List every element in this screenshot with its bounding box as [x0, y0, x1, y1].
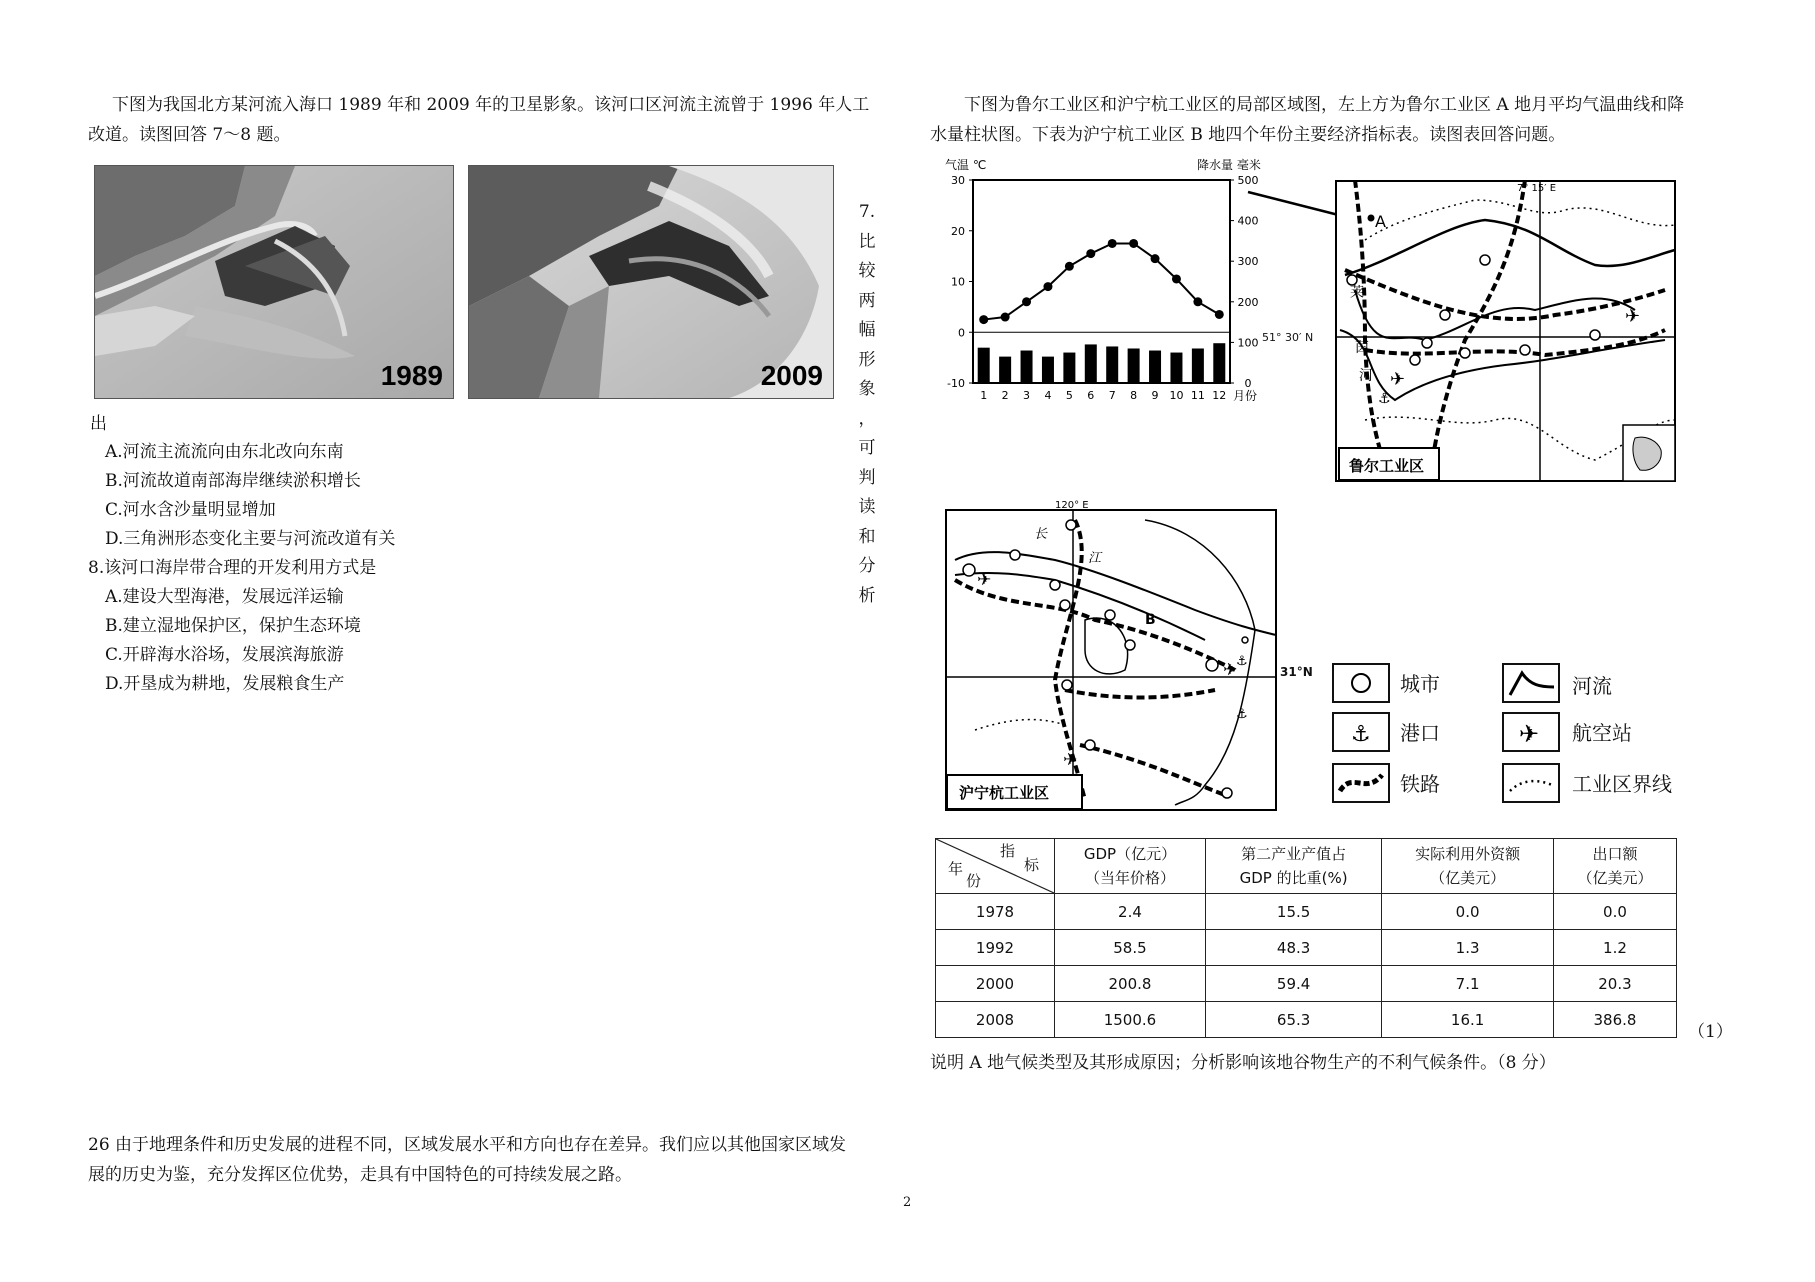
- header-text: 第二产业产值占: [1241, 845, 1347, 863]
- month-tick-label: 1: [980, 389, 988, 402]
- boundary-icon: [1504, 765, 1558, 801]
- precip-tick-label: 200: [1237, 295, 1259, 309]
- x-axis-month-label: 月份: [1233, 389, 1258, 403]
- q8-option-c[interactable]: C.开辟海水浴场，发展滨海旅游: [105, 645, 344, 665]
- temp-tick-label: 10: [951, 275, 965, 289]
- svg-text:✈: ✈: [1519, 720, 1540, 748]
- table-row: [936, 930, 1677, 966]
- temperature-point: [1065, 262, 1074, 271]
- month-tick-label: 2: [1001, 389, 1009, 402]
- precip-bar: [1042, 357, 1054, 383]
- month-tick-label: 5: [1065, 389, 1073, 402]
- precip-bar: [1106, 346, 1118, 383]
- hnh-longitude-label: 120° E: [1055, 500, 1089, 511]
- precip-bar: [1085, 344, 1097, 383]
- temp-axis-label: 气温 ℃: [945, 158, 987, 172]
- table-cell: 1.2: [1553, 930, 1676, 966]
- temperature-point: [1022, 297, 1031, 306]
- ruhr-map-title: 鲁尔工业区: [1349, 457, 1425, 475]
- table-header-row: [936, 839, 1677, 894]
- precip-bar: [999, 357, 1011, 383]
- yangtze-char-2: 江: [1088, 551, 1102, 566]
- airport-icon: ✈: [1223, 660, 1238, 680]
- q7-char: 析: [858, 585, 876, 606]
- plot-frame: [973, 180, 1230, 383]
- legend-river-label: 河流: [1572, 674, 1612, 698]
- q7-option-b[interactable]: B.河流故道南部海岸继续淤积增长: [105, 471, 361, 491]
- corner-bottom-label2: 份: [966, 872, 982, 890]
- precip-bar: [1213, 343, 1225, 383]
- ruhr-map: [1335, 180, 1680, 485]
- header-secondary-share: [1205, 839, 1381, 894]
- table-cell: 2008: [936, 1002, 1055, 1038]
- precip-tick-label: 500: [1237, 174, 1259, 187]
- precip-bar: [1192, 348, 1204, 383]
- temp-tick-label: 20: [951, 224, 965, 238]
- svg-text:⚓: ⚓: [1351, 722, 1371, 747]
- table-cell: 58.5: [1055, 930, 1206, 966]
- q8-option-a[interactable]: A.建设大型海港，发展远洋运输: [105, 587, 344, 607]
- year-label-1989: 1989: [380, 360, 443, 391]
- table-cell: 0.0: [1382, 894, 1554, 930]
- railway-icon: [1334, 765, 1388, 801]
- precip-bar: [1170, 353, 1182, 383]
- legend-port-label: 港口: [1400, 721, 1440, 745]
- month-tick-label: 12: [1212, 389, 1227, 402]
- q7-char: 比: [858, 231, 876, 252]
- ruhr-latitude-label: 51° 30′ N: [1262, 331, 1314, 344]
- precip-bar: [1021, 351, 1033, 383]
- precip-bar: [978, 348, 990, 383]
- temperature-point: [1129, 239, 1138, 248]
- table-cell: 1978: [936, 894, 1055, 930]
- airport-icon: ✈: [1390, 369, 1406, 390]
- rhine-char-1: 莱: [1350, 285, 1364, 301]
- yangtze-char-1: 长: [1034, 527, 1048, 542]
- temperature-point: [1043, 282, 1052, 291]
- table-cell: 2.4: [1055, 894, 1206, 930]
- left-intro-line1: 下图为我国北方某河流入海口 1989 年和 2009 年的卫星影象。该河口区河流主流曾于 1996 年人工: [112, 95, 870, 115]
- temperature-point: [1193, 297, 1202, 306]
- table-row: [936, 894, 1677, 930]
- rhine-char-3: 河: [1359, 368, 1373, 384]
- q8-option-d[interactable]: D.开垦成为耕地，发展粮食生产: [105, 674, 345, 694]
- table-cell: 16.1: [1382, 1002, 1554, 1038]
- legend-boundary-box: [1502, 763, 1560, 803]
- header-gdp: [1055, 839, 1206, 894]
- q7-char: 形: [858, 349, 876, 370]
- q7-char: 较: [858, 261, 876, 281]
- q7-char: 和: [858, 526, 876, 547]
- point-a-label: A: [1375, 212, 1386, 231]
- legend-city-box: [1332, 663, 1390, 703]
- huninghang-map: [945, 500, 1290, 815]
- corner-bottom-label: 年: [948, 860, 964, 878]
- port-icon: ⚓: [1378, 391, 1391, 407]
- month-tick-label: 3: [1023, 389, 1031, 402]
- precip-bar: [1149, 351, 1161, 383]
- precip-axis-label: 降水量 毫米: [1197, 158, 1261, 172]
- q7-char: 象: [858, 379, 876, 399]
- left-intro-line2: 改道。读图回答 7～8 题。: [88, 125, 291, 145]
- corner-top-label: 指: [1000, 842, 1016, 860]
- q7-option-a[interactable]: A.河流主流流向由东北改向东南: [105, 442, 344, 462]
- page-number: 2: [903, 1195, 912, 1210]
- airport-icon: [1504, 714, 1558, 750]
- right-intro-line1: 下图为鲁尔工业区和沪宁杭工业区的局部区域图，左上方为鲁尔工业区 A 地月平均气温曲线和降: [964, 95, 1685, 115]
- port-icon: ⚓: [1236, 707, 1248, 722]
- temp-tick-label: 30: [951, 174, 965, 187]
- hnh-latitude-label: 31°N: [1280, 665, 1313, 679]
- precip-tick-label: 100: [1237, 336, 1259, 350]
- month-tick-label: 4: [1044, 389, 1052, 402]
- table-cell: 48.3: [1205, 930, 1381, 966]
- q26-stem: [88, 1130, 898, 1190]
- right-intro-line2: 水量柱状图。下表为沪宁杭工业区 B 地四个年份主要经济指标表。读图表回答问题。: [930, 125, 1566, 145]
- temperature-point: [1215, 310, 1224, 319]
- q26-line2: 展的历史为鉴，充分发挥区位优势，走具有中国特色的可持续发展之路。: [88, 1165, 632, 1185]
- table-row: [936, 966, 1677, 1002]
- city-icon: [1334, 665, 1388, 701]
- precip-tick-label: 0: [1244, 377, 1252, 390]
- month-tick-label: 6: [1087, 389, 1095, 402]
- q8-stem: 8.该河口海岸带合理的开发利用方式是: [88, 558, 377, 578]
- header-text: （亿美元）: [1430, 869, 1506, 887]
- climate-plot-area: [947, 174, 1258, 402]
- airport-icon: ✈: [977, 570, 992, 590]
- table-cell: 2000: [936, 966, 1055, 1002]
- table-cell: 15.5: [1205, 894, 1381, 930]
- legend-railway-label: 铁路: [1400, 772, 1440, 796]
- header-text: GDP 的比重(%): [1239, 869, 1348, 887]
- header-foreign-capital: [1382, 839, 1554, 894]
- header-text: 出口额: [1592, 845, 1638, 863]
- header-text: （亿美元）: [1577, 869, 1653, 887]
- q1-stem: 说明 A 地气候类型及其形成原因；分析影响该地谷物生产的不利气候条件。（8 分）: [930, 1053, 1556, 1073]
- temperature-point: [1108, 239, 1117, 248]
- month-tick-label: 7: [1108, 389, 1116, 402]
- table-cell: 1500.6: [1055, 1002, 1206, 1038]
- q7-char: 7.: [858, 202, 876, 222]
- precip-bar: [1128, 348, 1140, 383]
- precip-tick-label: 300: [1237, 255, 1259, 269]
- temp-tick-label: -10: [947, 377, 965, 390]
- header-text: 实际利用外资额: [1415, 845, 1521, 863]
- precip-tick-label: 400: [1237, 214, 1259, 228]
- q7-vertical-stem: [857, 198, 877, 611]
- q7-char: 两: [858, 290, 876, 311]
- legend-city-label: 城市: [1400, 672, 1440, 696]
- airport-icon: ✈: [1625, 306, 1641, 327]
- climate-chart: [935, 155, 1275, 405]
- temperature-line: [984, 243, 1220, 319]
- river-icon: [1504, 665, 1558, 701]
- header-text: GDP（亿元）: [1083, 845, 1177, 863]
- table-cell: 59.4: [1205, 966, 1381, 1002]
- header-exports: [1553, 839, 1676, 894]
- q7-char: 判: [858, 467, 876, 488]
- table-cell: 20.3: [1553, 966, 1676, 1002]
- q7-char: 读: [858, 497, 876, 517]
- q7-stem-tail: 出: [90, 414, 107, 434]
- table-cell: 1.3: [1382, 930, 1554, 966]
- table-cell: 65.3: [1205, 1002, 1381, 1038]
- temperature-point: [1172, 274, 1181, 283]
- table-corner-cell: [936, 839, 1055, 894]
- temperature-point: [1151, 254, 1160, 263]
- q7-char: 幅: [858, 320, 876, 340]
- left-intro: [88, 90, 898, 150]
- temperature-point: [1086, 249, 1095, 258]
- right-intro: [930, 90, 1740, 150]
- corner-top-label2: 标: [1024, 856, 1040, 874]
- table-cell: 200.8: [1055, 966, 1206, 1002]
- legend-boundary-label: 工业区界线: [1572, 772, 1672, 796]
- temp-tick-label: 0: [958, 326, 965, 340]
- temperature-point: [1001, 313, 1010, 322]
- table-cell: 1992: [936, 930, 1055, 966]
- month-tick-label: 10: [1169, 389, 1184, 402]
- point-b-label: B: [1145, 612, 1156, 628]
- legend-port-box: [1332, 712, 1390, 752]
- month-tick-label: 9: [1151, 389, 1159, 402]
- rhine-char-2: 茵: [1355, 340, 1369, 356]
- economic-indicator-table: [935, 838, 1677, 1038]
- q8-option-b[interactable]: B.建立湿地保护区，保护生态环境: [105, 616, 361, 636]
- q7-char: 分: [858, 556, 876, 576]
- satellite-image-2009: [468, 165, 834, 399]
- legend-railway-box: [1332, 763, 1390, 803]
- port-icon: [1334, 714, 1388, 750]
- precip-bar: [1063, 353, 1075, 383]
- satellite-image-1989: [94, 165, 454, 399]
- q7-char: 可: [858, 438, 876, 458]
- hnh-map-title: 沪宁杭工业区: [959, 784, 1050, 802]
- header-text: （当年价格）: [1084, 869, 1175, 887]
- q7-option-c[interactable]: C.河水含沙量明显增加: [105, 500, 276, 520]
- legend-river-box: [1502, 663, 1560, 703]
- temperature-point: [979, 315, 988, 324]
- ruhr-longitude-label: 7° 15′ E: [1517, 183, 1557, 194]
- table-cell: 0.0: [1553, 894, 1676, 930]
- q7-char: ，: [858, 408, 876, 429]
- table-cell: 386.8: [1553, 1002, 1676, 1038]
- airport-icon: ✈: [1063, 750, 1078, 770]
- legend-airport-box: [1502, 712, 1560, 752]
- q1-number: （1）: [1688, 1022, 1733, 1042]
- q26-line1: 26 由于地理条件和历史发展的进程不同，区域发展水平和方向也存在差异。我们应以其他国家区域发: [88, 1135, 847, 1155]
- month-tick-label: 8: [1130, 389, 1138, 402]
- year-label-2009: 2009: [760, 360, 823, 391]
- month-tick-label: 11: [1190, 389, 1205, 402]
- port-icon: ⚓: [1236, 654, 1248, 669]
- table-row: [936, 1002, 1677, 1038]
- table-cell: 7.1: [1382, 966, 1554, 1002]
- legend-airport-label: 航空站: [1572, 721, 1632, 745]
- q7-option-d[interactable]: D.三角洲形态变化主要与河流改道有关: [105, 529, 396, 549]
